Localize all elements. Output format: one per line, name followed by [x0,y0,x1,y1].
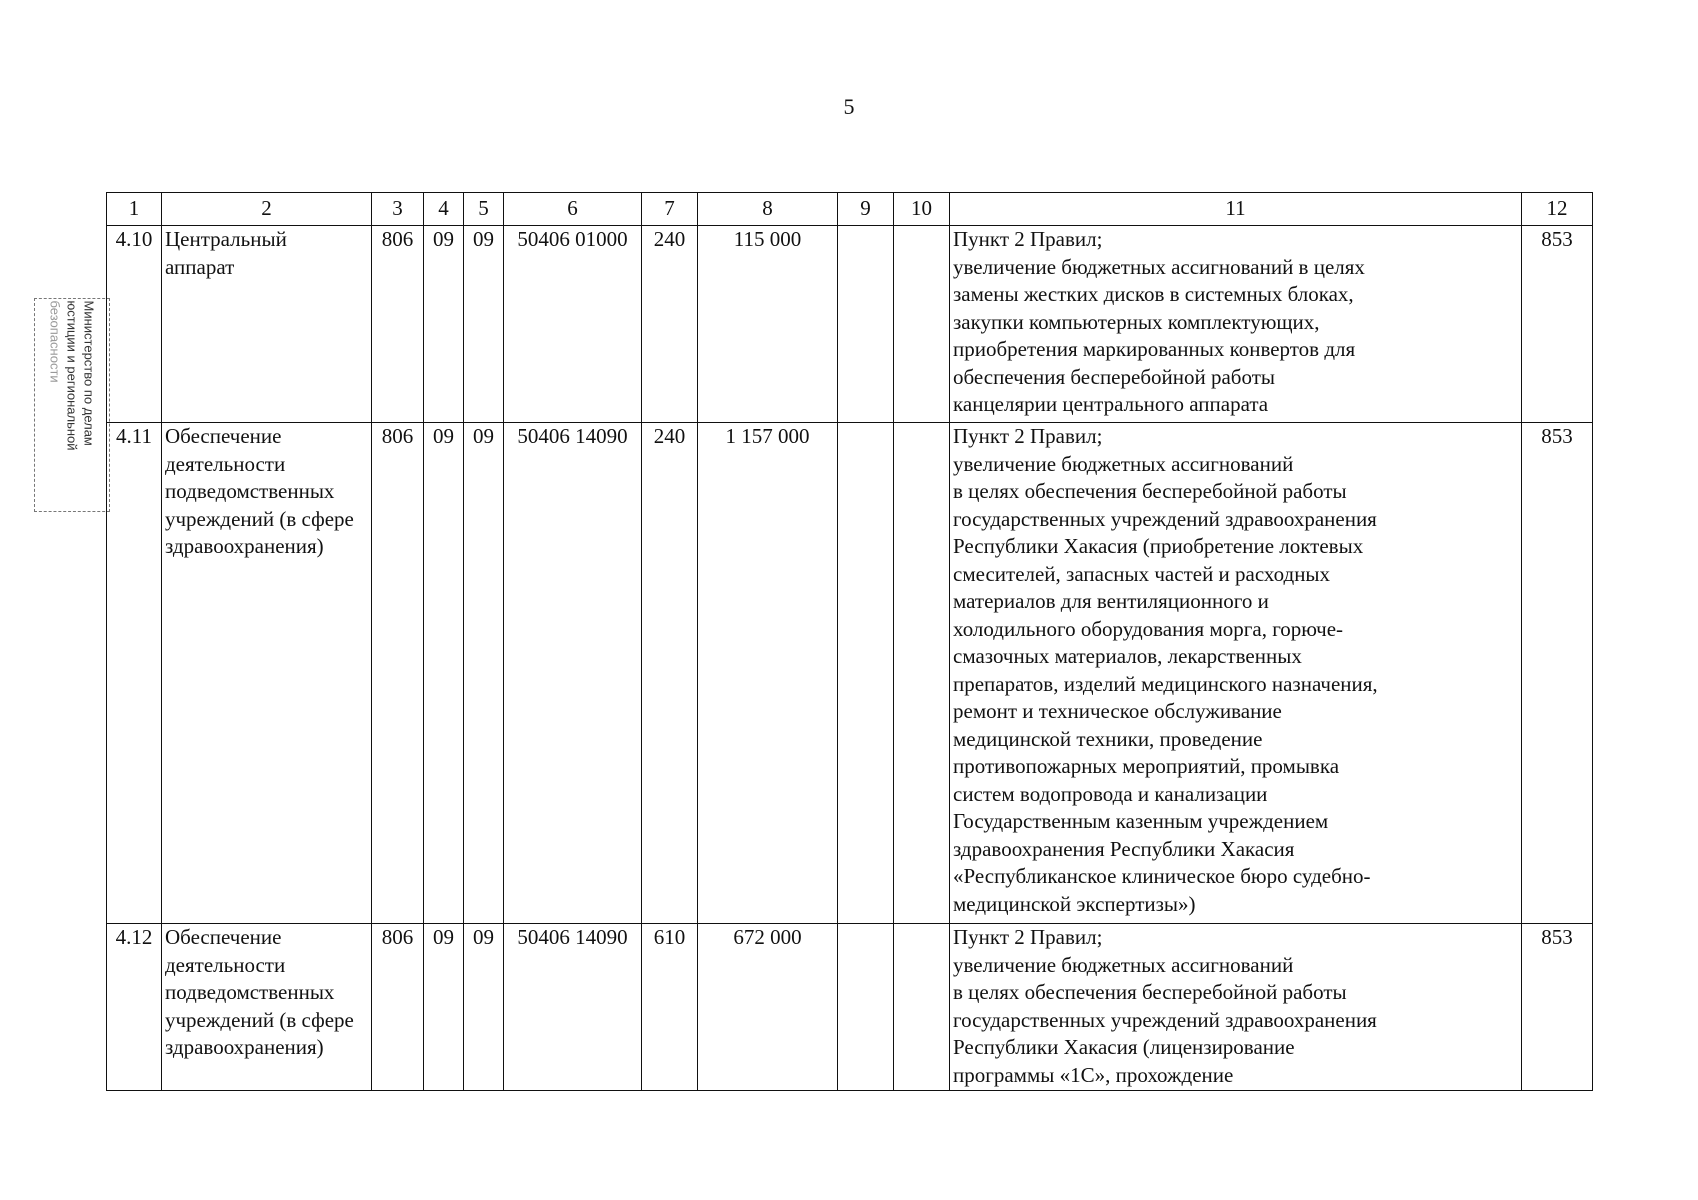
stamp-line-3: безопасности [47,300,63,383]
row-number: 4.11 [107,423,162,924]
registration-stamp [34,298,110,512]
page-number: 5 [843,94,855,119]
cell-col-3: 806 [372,423,424,924]
col-header-11: 11 [950,193,1522,226]
cell-col-11: Пункт 2 Правил; увеличение бюджетных ассигнований в целях обеспечения бесперебойной работы государственных учреждений здравоохранения Республики Хакасия (приобретение локтевых смесителей, запасных частей и расходных материалов для вентиляционного и холодильного оборудования морга, горюче- смазочных материалов, лекарственных препаратов, изделий медицинского назначения, ремонт и техническое обслуживание медицинской техники, проведение противопожарных мероприятий, промывка систем водопровода и канализации Государственным казенным учреждением здравоохранения Республики Хакасия «Республиканское клиническое бюро судебно- медицинской экспертизы») [950,423,1522,924]
cell-col-12: 853 [1522,226,1593,423]
cell-col-4: 09 [424,226,464,423]
col-header-4: 4 [424,193,464,226]
table-row [107,423,1593,924]
cell-col-9 [838,226,894,423]
header-row [107,193,1593,226]
cell-col-12: 853 [1522,423,1593,924]
cell-col-5: 09 [464,226,504,423]
cell-col-6: 50406 01000 [504,226,642,423]
col-header-2: 2 [162,193,372,226]
cell-col-8: 672 000 [698,924,838,1091]
stamp-line-1: Министерство по делам [81,300,97,446]
stamp-line-2: юстиции и региональной [64,300,80,451]
cell-col-6: 50406 14090 [504,924,642,1091]
cell-col-6: 50406 14090 [504,423,642,924]
col-header-10: 10 [894,193,950,226]
cell-col-4: 09 [424,924,464,1091]
col-header-6: 6 [504,193,642,226]
budget-changes-table [106,192,1593,1091]
table-row [107,924,1593,1091]
cell-col-4: 09 [424,423,464,924]
col-header-3: 3 [372,193,424,226]
cell-col-11: Пункт 2 Правил; увеличение бюджетных ассигнований в целях замены жестких дисков в системных блоках, закупки компьютерных комплектующих, приобретения маркированных конвертов для обеспечения бесперебойной работы канцелярии центрального аппарата [950,226,1522,423]
cell-col-8: 115 000 [698,226,838,423]
row-name: Центральный аппарат [162,226,372,423]
col-header-9: 9 [838,193,894,226]
cell-col-7: 610 [642,924,698,1091]
cell-col-10 [894,924,950,1091]
cell-col-3: 806 [372,924,424,1091]
cell-col-9 [838,423,894,924]
cell-col-7: 240 [642,423,698,924]
stamp-text [47,301,98,501]
cell-col-8: 1 157 000 [698,423,838,924]
cell-col-10 [894,226,950,423]
row-number: 4.12 [107,924,162,1091]
cell-col-3: 806 [372,226,424,423]
cell-col-5: 09 [464,423,504,924]
table-row [107,226,1593,423]
col-header-1: 1 [107,193,162,226]
row-number: 4.10 [107,226,162,423]
cell-col-12: 853 [1522,924,1593,1091]
cell-col-10 [894,423,950,924]
cell-col-9 [838,924,894,1091]
cell-col-7: 240 [642,226,698,423]
col-header-7: 7 [642,193,698,226]
col-header-12: 12 [1522,193,1593,226]
cell-col-5: 09 [464,924,504,1091]
row-name: Обеспечение деятельности подведомственных учреждений (в сфере здравоохранения) [162,423,372,924]
col-header-5: 5 [464,193,504,226]
col-header-8: 8 [698,193,838,226]
cell-col-11: Пункт 2 Правил; увеличение бюджетных ассигнований в целях обеспечения бесперебойной работы государственных учреждений здравоохранения Республики Хакасия (лицензирование программы «1С», прохождение [950,924,1522,1091]
row-name: Обеспечение деятельности подведомственных учреждений (в сфере здравоохранения) [162,924,372,1091]
